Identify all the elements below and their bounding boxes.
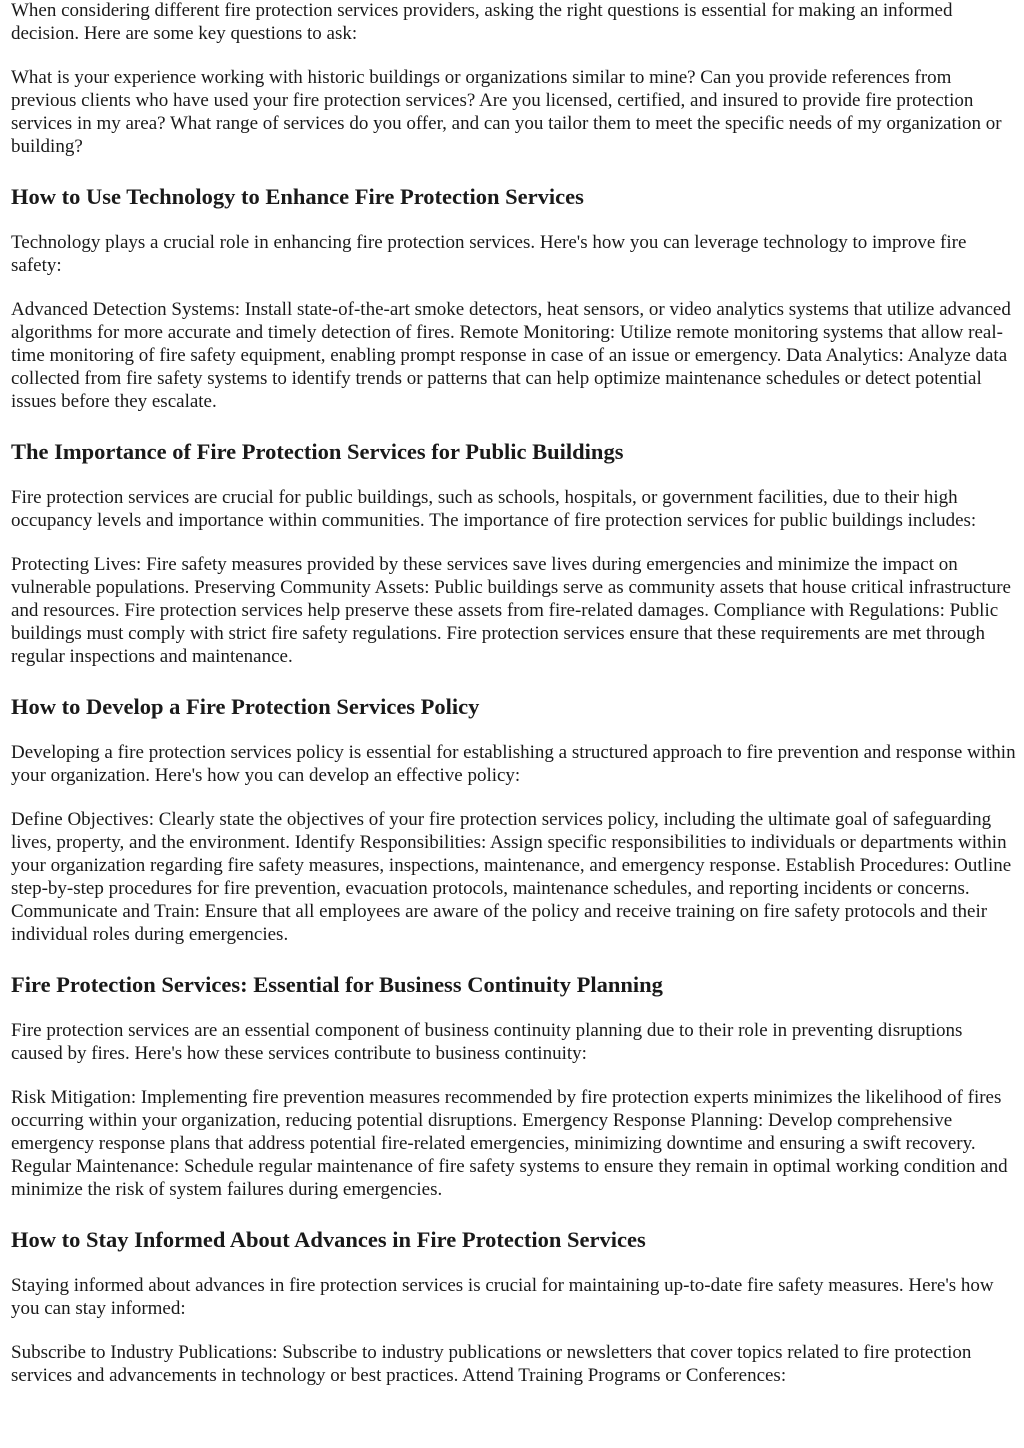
section-heading-stay-informed: How to Stay Informed About Advances in Fire Protection Services <box>11 1227 646 1252</box>
section-public-buildings-intro: Fire protection services are crucial for public buildings, such as schools, hospitals, or government facilities, due to their high occupancy levels and importance within communities. The importance of fire protection services for public buildings includes: <box>11 487 977 531</box>
section-policy-intro: Developing a fire protection services policy is essential for establishing a structured approach to fire prevention and response within your organization. Here's how you can develop an effective policy: <box>11 742 1016 786</box>
section-heading-public-buildings: The Importance of Fire Protection Services for Public Buildings <box>11 439 624 464</box>
intro-paragraph: When considering different fire protection services providers, asking the right questions is essential for making an informed decision. Here are some key questions to ask: <box>11 0 953 44</box>
section-public-buildings-body: Protecting Lives: Fire safety measures provided by these services save lives during emergencies and minimize the impact on vulnerable populations. Preserving Community Assets: Public buildings serve as community assets that house critical infrastructure and resources. Fire protection services help preserve these assets from fire-related damages. Compliance with Regulations: Public buildings must comply with strict fire safety regulations. Fire protection services ensure that these requirements are met through regular inspections and maintenance. <box>11 554 1011 667</box>
article <box>11 0 1017 1408</box>
section-technology-intro: Technology plays a crucial role in enhancing fire protection services. Here's how you can leverage technology to improve fire safety: <box>11 232 967 276</box>
intro-questions-paragraph: What is your experience working with historic buildings or organizations similar to mine? Can you provide references from previous clients who have used your fire protection services? Are you licensed, certified, and insured to provide fire protection services in my area? What range of services do you offer, and can you tailor them to meet the specific needs of my organization or building? <box>11 67 1002 157</box>
section-stay-informed-body: Subscribe to Industry Publications: Subscribe to industry publications or newsletters that cover topics related to fire protection services and advancements in technology or best practices. Attend Training Programs or Conferences: <box>11 1342 972 1386</box>
section-heading-technology: How to Use Technology to Enhance Fire Protection Services <box>11 184 584 209</box>
section-technology-body: Advanced Detection Systems: Install state-of-the-art smoke detectors, heat sensors, or video analytics systems that utilize advanced algorithms for more accurate and timely detection of fires. Remote Monitoring: Utilize remote monitoring systems that allow real-time monitoring of fire safety equipment, enabling prompt response in case of an issue or emergency. Data Analytics: Analyze data collected from fire safety systems to identify trends or patterns that can help optimize maintenance schedules or detect potential issues before they escalate. <box>11 299 1011 412</box>
section-stay-informed-intro: Staying informed about advances in fire protection services is crucial for maintaining up-to-date fire safety measures. Here's how you can stay informed: <box>11 1275 994 1319</box>
section-heading-business-continuity: Fire Protection Services: Essential for Business Continuity Planning <box>11 972 663 997</box>
section-policy-body: Define Objectives: Clearly state the objectives of your fire protection services policy, including the ultimate goal of safeguarding lives, property, and the environment. Identify Responsibilities: Assign specific responsibilities to individuals or departments within your organization regarding fire safety measures, inspections, maintenance, and emergency response. Establish Procedures: Outline step-by-step procedures for fire prevention, evacuation protocols, maintenance schedules, and reporting incidents or concerns. Communicate and Train: Ensure that all employees are aware of the policy and receive training on fire safety protocols and their individual roles during emergencies. <box>11 809 1012 945</box>
section-business-continuity-intro: Fire protection services are an essential component of business continuity planning due to their role in preventing disruptions caused by fires. Here's how these services contribute to business continuity: <box>11 1020 963 1064</box>
section-heading-policy: How to Develop a Fire Protection Services Policy <box>11 694 480 719</box>
section-business-continuity-body: Risk Mitigation: Implementing fire prevention measures recommended by fire protection experts minimizes the likelihood of fires occurring within your organization, reducing potential disruptions. Emergency Response Planning: Develop comprehensive emergency response plans that address potential fire-related emergencies, minimizing downtime and ensuring a swift recovery. Regular Maintenance: Schedule regular maintenance of fire safety systems to ensure they remain in optimal working condition and minimize the risk of system failures during emergencies. <box>11 1087 1008 1200</box>
